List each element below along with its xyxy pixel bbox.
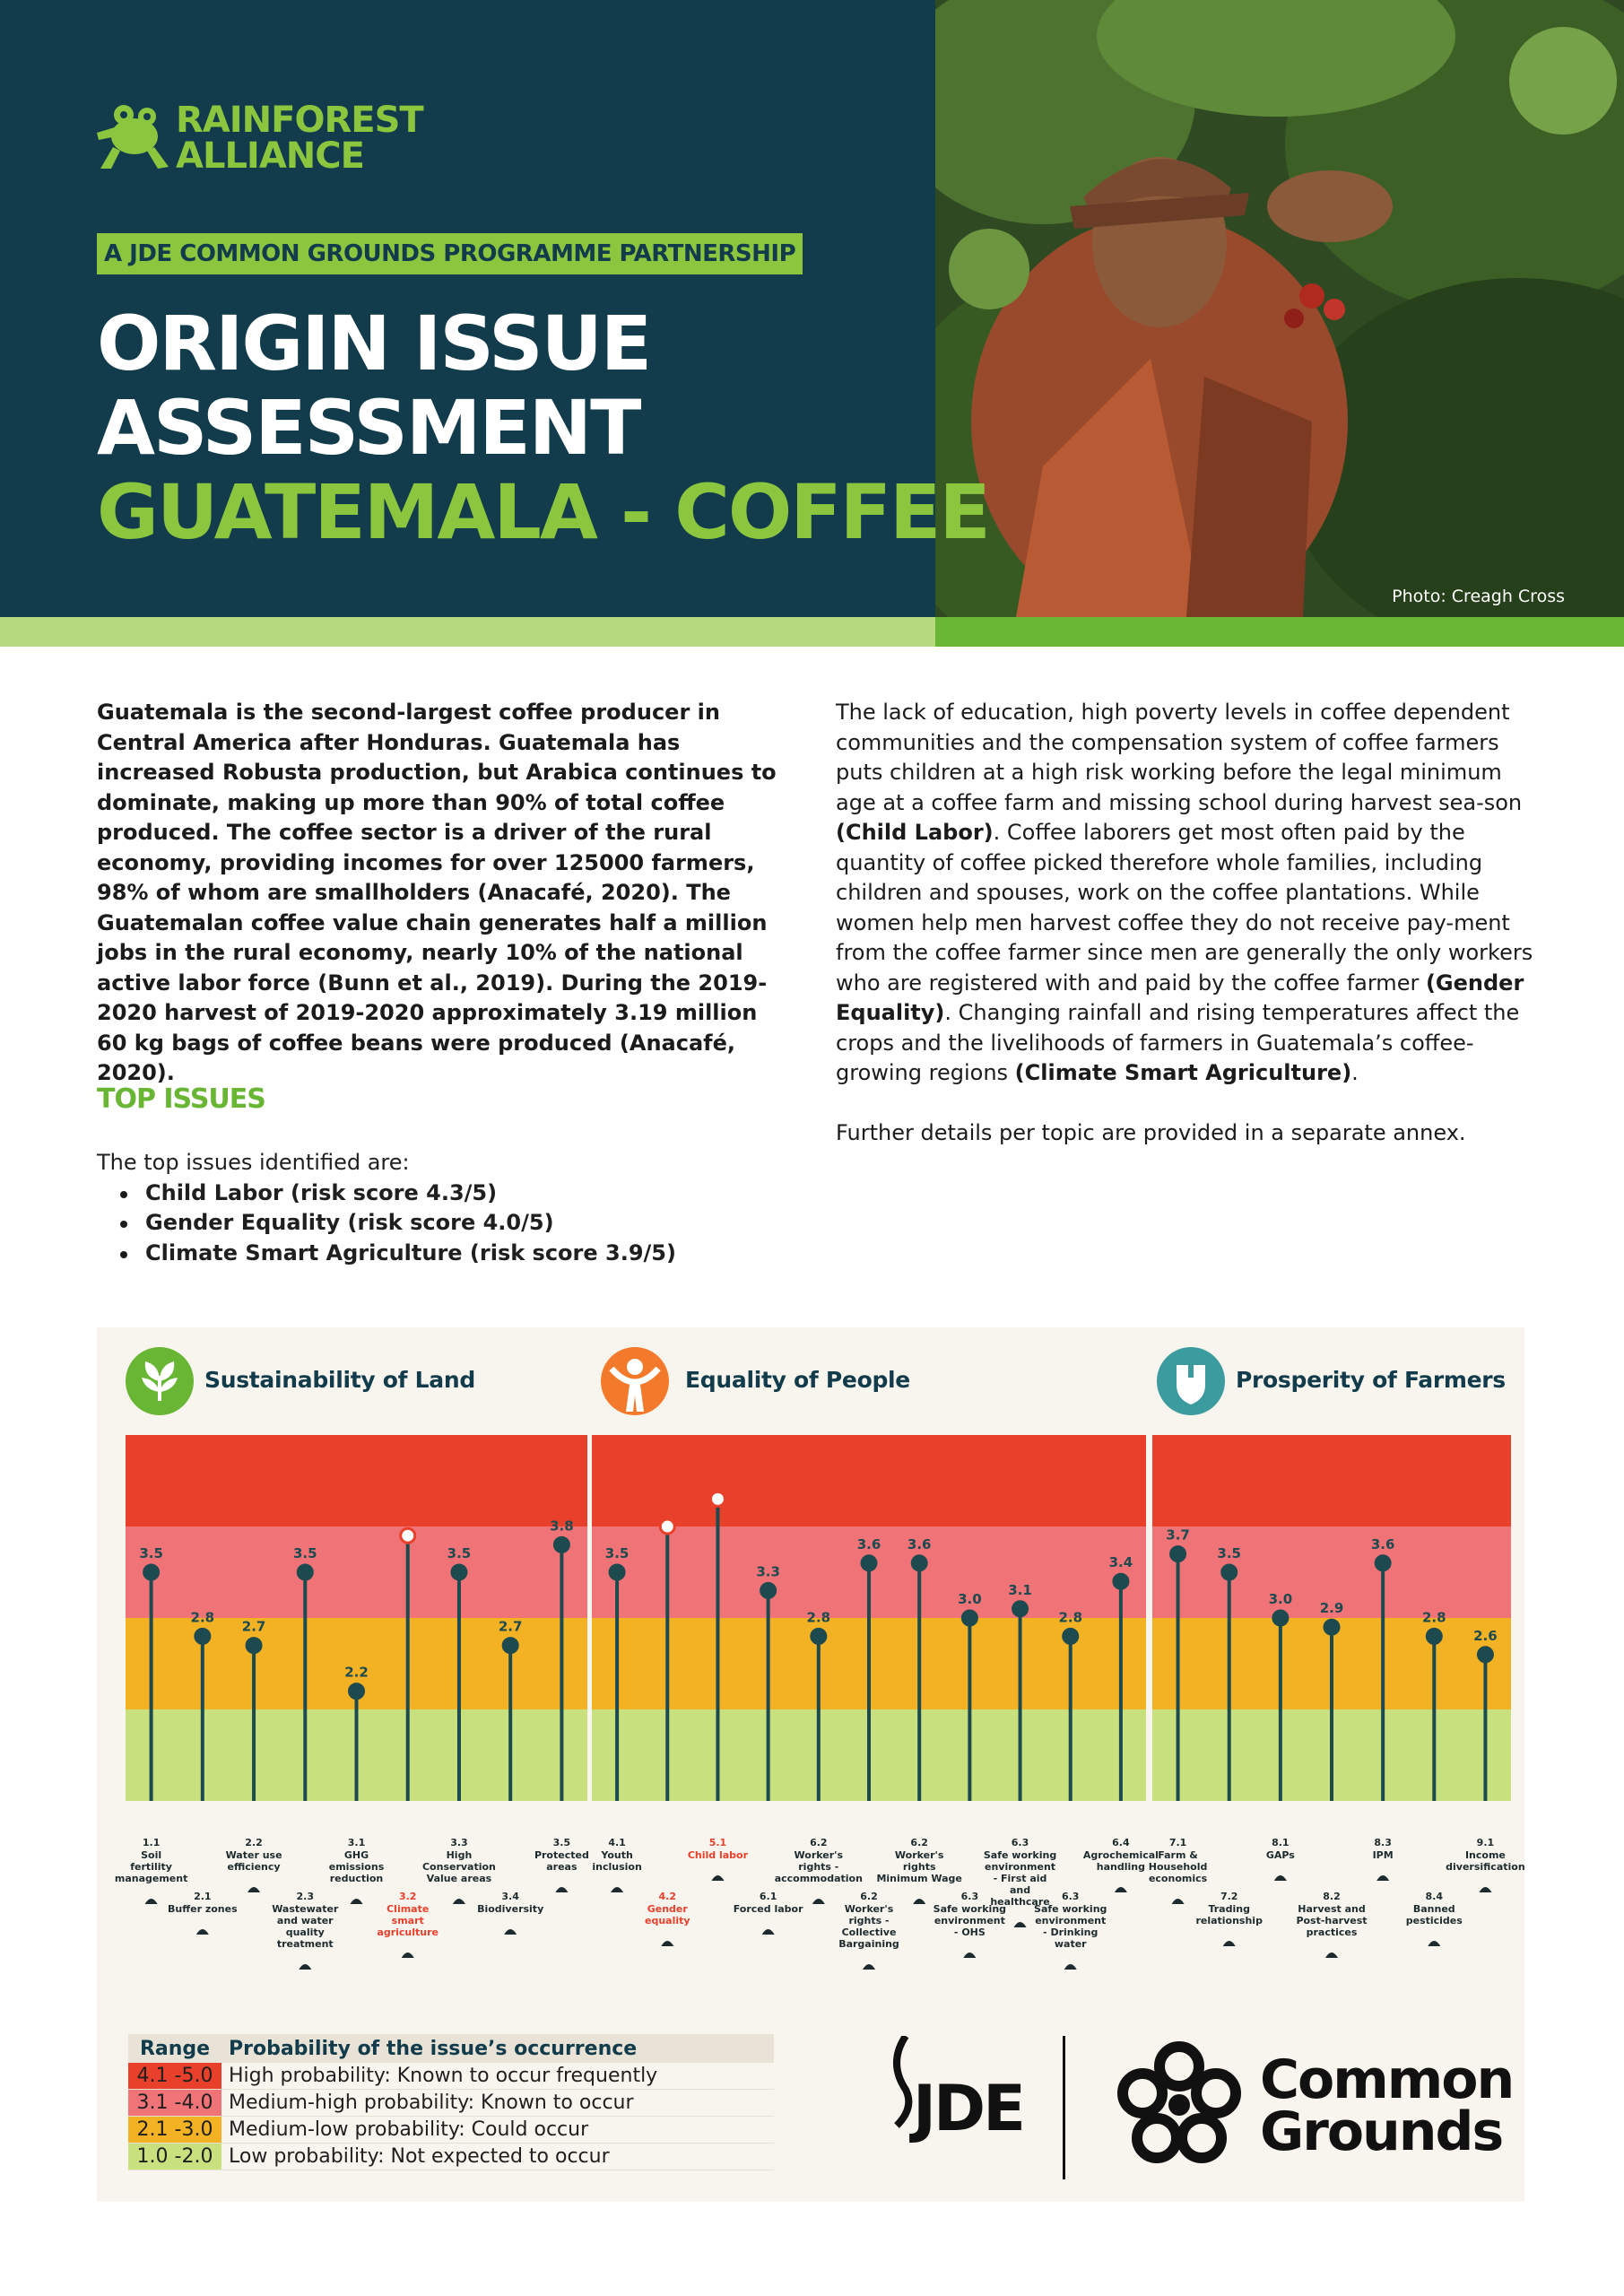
item-label: Banned — [1412, 1903, 1455, 1915]
item-label: Value areas — [426, 1873, 492, 1884]
item-code: 1.1 — [142, 1837, 161, 1848]
item-label: Worker's — [844, 1903, 894, 1915]
logo-divider — [1063, 2036, 1065, 2179]
partner-logos — [879, 2027, 1524, 2188]
item-label: Protected — [534, 1849, 589, 1861]
risk-legend — [128, 2034, 774, 2170]
item-label: Trading — [1208, 1903, 1250, 1915]
risk-band — [126, 1526, 587, 1618]
value-label: 3.9 — [395, 1509, 421, 1526]
title-line-1: ORIGIN ISSUE — [97, 300, 651, 387]
coffee-bean-icon — [1014, 1922, 1027, 1927]
value-label: 3.0 — [958, 1591, 982, 1607]
value-label: 3.6 — [907, 1535, 932, 1552]
lollipop-point — [350, 1684, 364, 1699]
item-label: rights — [902, 1861, 936, 1873]
item-code: 3.5 — [552, 1837, 571, 1848]
lollipop-point — [761, 1583, 776, 1597]
legend-range: 2.1 -3.0 — [128, 2117, 221, 2143]
lollipop-point — [1171, 1547, 1185, 1561]
item-label: Gender — [647, 1903, 688, 1915]
risk-band — [126, 1435, 587, 1526]
lollipop-point — [1324, 1620, 1339, 1634]
item-label: Safe working — [983, 1849, 1057, 1861]
legend-row — [128, 2063, 774, 2090]
lollipop-point — [912, 1556, 926, 1570]
item-label: Conservation — [421, 1861, 496, 1873]
value-label: 2.7 — [241, 1618, 266, 1635]
coffee-bean-icon — [196, 1929, 209, 1935]
legend-range: 4.1 -5.0 — [128, 2063, 221, 2089]
item-label: and — [1009, 1884, 1031, 1896]
value-label: 2.8 — [1421, 1609, 1446, 1626]
lollipop-point — [610, 1565, 624, 1579]
item-label: Household — [1148, 1861, 1208, 1873]
item-label: GHG — [343, 1849, 369, 1861]
item-label: GAPs — [1265, 1849, 1295, 1861]
item-label: Wastewater — [272, 1903, 339, 1915]
lollipop-point — [1222, 1565, 1237, 1579]
value-label: 4.3 — [706, 1472, 730, 1489]
value-label: 3.6 — [1370, 1535, 1395, 1552]
coffee-bean-icon — [611, 1887, 623, 1892]
intro-paragraph: Guatemala is the second-largest coffee producer in Central America after Honduras. Guatemala has increased Robusta production, but Arabica continues to dominate, making up more than 90% of total coffee produced. The coffee sector is a driver of the rural economy, providing incomes for over 125000 farmers, 98% of whom are smallholders (Anacafé, 2020). The Guatemalan coffee value chain generates half a million jobs in the rural economy, nearly 10% of the national active labor force (Bunn et al., 2019). During the 2019-2020 harvest of 2019-2020 approximately 3.19 million 60 kg bags of coffee beans were produced (Anacafé, 2020). — [97, 700, 777, 1085]
cg-line-2: Grounds — [1260, 2100, 1503, 2163]
section-title-farmers: Prosperity of Farmers — [1236, 1367, 1506, 1393]
item-label: Worker's — [894, 1849, 944, 1861]
item-label: and water — [276, 1915, 334, 1926]
value-label: 3.5 — [292, 1545, 317, 1561]
item-code: 6.3 — [960, 1891, 979, 1902]
coffee-bean-icon — [913, 1899, 925, 1904]
value-label: 3.5 — [447, 1545, 472, 1561]
item-code: 6.2 — [810, 1837, 828, 1848]
item-label: rights - — [798, 1861, 839, 1873]
item-label: environment — [985, 1861, 1056, 1873]
item-label: - Drinking — [1043, 1926, 1099, 1938]
value-label: 3.7 — [1166, 1526, 1190, 1544]
legend-header — [128, 2034, 774, 2063]
title-line-2: ASSESSMENT — [97, 384, 640, 472]
item-code: 4.1 — [608, 1837, 626, 1848]
value-label: 3.0 — [1268, 1591, 1293, 1607]
coffee-bean-icon — [299, 1964, 311, 1970]
lollipop-point — [812, 1629, 826, 1643]
value-label: 2.6 — [1473, 1627, 1498, 1644]
coffee-bean-icon — [351, 1899, 363, 1904]
legend-range: 1.0 -2.0 — [128, 2144, 221, 2170]
lollipop-point — [1478, 1648, 1492, 1662]
legend-row — [128, 2117, 774, 2144]
programme-kicker: A JDE COMMON GROUNDS PROGRAMME PARTNERSHIP — [97, 233, 803, 274]
item-label: water — [1054, 1938, 1087, 1950]
coffee-bean-icon — [963, 1952, 976, 1958]
item-code: 7.2 — [1220, 1891, 1238, 1902]
item-label: emissions — [328, 1861, 385, 1873]
value-label: 3.5 — [1217, 1545, 1242, 1561]
top-issues-lead: The top issues identified are: — [97, 1150, 410, 1175]
value-label: 3.3 — [756, 1563, 780, 1580]
value-label: 3.5 — [139, 1545, 163, 1561]
item-code: 3.1 — [347, 1837, 366, 1848]
lollipop-point — [1064, 1629, 1078, 1643]
item-code: 8.1 — [1272, 1837, 1290, 1848]
item-code: 2.2 — [245, 1837, 263, 1848]
item-label: IPM — [1372, 1849, 1394, 1861]
legend-header-range: Range — [139, 2037, 211, 2060]
item-label: Water use — [225, 1849, 282, 1861]
coffee-bean-icon — [661, 1941, 673, 1946]
legend-desc: Low probability: Not expected to occur — [229, 2145, 610, 2168]
item-code: 6.3 — [1061, 1891, 1080, 1902]
coffee-bean-icon — [453, 1899, 465, 1904]
item-code: 9.1 — [1476, 1837, 1495, 1848]
item-label: Income — [1464, 1849, 1506, 1861]
item-label: areas — [546, 1861, 578, 1873]
lollipop-point — [503, 1639, 517, 1653]
legend-desc: Medium-low probability: Could occur — [229, 2118, 589, 2141]
value-label: 2.8 — [1058, 1609, 1083, 1626]
legend-row — [128, 2090, 774, 2117]
item-label: efficiency — [227, 1861, 281, 1873]
list-item: Child Labor (risk score 4.3/5) — [115, 1178, 778, 1209]
coffee-bean-icon — [145, 1899, 158, 1904]
item-code: 3.4 — [501, 1891, 519, 1902]
lollipop-point — [554, 1537, 569, 1552]
coffee-bean-icon — [1376, 1875, 1389, 1881]
section-title-land: Sustainability of Land — [204, 1367, 475, 1393]
item-label: environment — [934, 1915, 1005, 1926]
item-label: Climate — [386, 1903, 430, 1915]
item-label: High — [446, 1849, 473, 1861]
item-label: Biodiversity — [477, 1903, 544, 1915]
item-label: Safe working — [1034, 1903, 1107, 1915]
lollipop-point — [1427, 1629, 1441, 1643]
item-label: rights - — [848, 1915, 890, 1926]
item-label: practices — [1306, 1926, 1358, 1938]
list-item: Gender Equality (risk score 4.0/5) — [115, 1208, 778, 1239]
lollipop-point — [144, 1565, 159, 1579]
lollipop-point — [452, 1565, 466, 1579]
item-label: Child labor — [687, 1849, 749, 1861]
list-item: Climate Smart Agriculture (risk score 3.9/5) — [115, 1239, 778, 1269]
item-label: Agrochemical — [1082, 1849, 1159, 1861]
lollipop-point — [710, 1492, 725, 1506]
legend-desc: High probability: Known to occur frequently — [229, 2065, 658, 2087]
item-code: 6.3 — [1011, 1837, 1029, 1848]
coffee-bean-icon — [1172, 1899, 1185, 1904]
legend-row — [128, 2144, 774, 2170]
photo-credit: Photo: Creagh Cross — [1392, 587, 1565, 606]
item-label: relationship — [1195, 1915, 1263, 1926]
coffee-bean-icon — [1064, 1964, 1077, 1970]
value-label: 2.8 — [806, 1609, 831, 1626]
annex-note: Further details per topic are provided in a separate annex. — [836, 1120, 1466, 1145]
item-label: Soil — [141, 1849, 162, 1861]
coffee-bean-icon — [711, 1875, 724, 1881]
cg-line-1: Common — [1260, 2048, 1514, 2111]
item-code: 8.4 — [1425, 1891, 1444, 1902]
coffee-bean-icon — [812, 1899, 825, 1904]
logo-line-2: ALLIANCE — [176, 135, 364, 177]
item-label: - OHS — [953, 1926, 986, 1938]
value-label: 2.9 — [1319, 1600, 1344, 1617]
value-label: 2.7 — [498, 1618, 523, 1635]
value-label: 4.0 — [655, 1500, 680, 1516]
item-label: economics — [1148, 1873, 1208, 1884]
title-line-3: GUATEMALA - COFFEE — [97, 468, 989, 556]
item-code: 6.2 — [860, 1891, 878, 1902]
item-code: 2.1 — [194, 1891, 212, 1902]
item-label: Minimum Wage — [876, 1873, 962, 1884]
legend-header-desc: Probability of the issue’s occurrence — [229, 2037, 638, 2060]
item-label: Post-harvest — [1296, 1915, 1368, 1926]
item-label: quality — [285, 1926, 325, 1938]
item-code: 6.1 — [759, 1891, 777, 1902]
value-label: 3.6 — [856, 1535, 881, 1552]
coffee-bean-icon — [1479, 1887, 1491, 1892]
coffee-bean-icon — [248, 1887, 260, 1892]
item-label: Bargaining — [838, 1938, 899, 1950]
coffee-bean-icon — [1428, 1941, 1440, 1946]
item-label: Buffer zones — [168, 1903, 238, 1915]
value-label: 3.8 — [550, 1518, 574, 1535]
item-label: equality — [644, 1915, 690, 1926]
lollipop-point — [1013, 1602, 1028, 1616]
value-label: 2.2 — [344, 1664, 369, 1681]
value-label: 2.8 — [190, 1609, 215, 1626]
item-label: environment — [1035, 1915, 1107, 1926]
item-label: fertility — [130, 1861, 172, 1873]
value-label: 3.4 — [1108, 1554, 1133, 1571]
item-label: Farm & — [1158, 1849, 1198, 1861]
coffee-bean-icon — [863, 1964, 875, 1970]
item-code: 6.2 — [910, 1837, 928, 1848]
item-code: 4.2 — [658, 1891, 677, 1902]
item-label: Youth — [601, 1849, 633, 1861]
item-code: 2.3 — [296, 1891, 315, 1902]
item-code: 3.2 — [398, 1891, 417, 1902]
value-label: 3.5 — [604, 1545, 630, 1561]
coffee-bean-icon — [555, 1887, 568, 1892]
item-code: 8.2 — [1323, 1891, 1341, 1902]
item-label: smart — [391, 1915, 424, 1926]
item-label: Worker's — [794, 1849, 844, 1861]
legend-range: 3.1 -4.0 — [128, 2090, 221, 2116]
coffee-bean-icon — [1274, 1875, 1287, 1881]
coffee-bean-icon — [1223, 1941, 1236, 1946]
jde-logo: JDE — [913, 2072, 1023, 2145]
lollipop-point — [1114, 1574, 1128, 1588]
item-label: healthcare — [990, 1896, 1050, 1908]
lollipop-point — [1376, 1556, 1390, 1570]
item-label: Safe working — [933, 1903, 1007, 1915]
lollipop-point — [298, 1565, 312, 1579]
item-code: 5.1 — [708, 1837, 727, 1848]
coffee-bean-icon — [504, 1929, 517, 1935]
item-label: Collective — [841, 1926, 897, 1938]
value-label: 3.1 — [1008, 1581, 1032, 1598]
coffee-bean-icon — [762, 1929, 775, 1935]
lollipop-point — [962, 1611, 977, 1625]
lollipop-point — [1273, 1611, 1288, 1625]
item-label: accommodation — [774, 1873, 863, 1884]
coffee-bean-icon — [402, 1952, 414, 1958]
lollipop-point — [247, 1639, 261, 1653]
context-paragraph: The lack of education, high poverty levels in coffee dependent communities and the compensation system of coffee farmers puts children at a high risk working before the legal minimum age at a coffee farm and missing school during harvest sea-son (Child Labor). Coffee laborers get most often paid by the quantity of coffee picked therefore whole families, including children and spouses, work on the coffee plantations. While women help men harvest coffee they do not receive pay-ment from the coffee farmer since men are generally the only workers who are registered with and paid by the coffee farmer (Gender Equality). Changing rainfall and rising temperatures affect the crops and the livelihoods of farmers in Guatemala’s coffee-growing regions (Climate Smart Agriculture). — [836, 700, 1533, 1085]
item-label: - First aid — [993, 1873, 1047, 1884]
item-code: 3.3 — [450, 1837, 468, 1848]
legend-desc: Medium-high probability: Known to occur — [229, 2092, 634, 2114]
coffee-bean-icon — [1325, 1952, 1338, 1958]
common-grounds-logo — [1260, 2048, 1514, 2163]
risk-band — [1152, 1435, 1511, 1526]
item-label: handling — [1096, 1861, 1146, 1873]
coffee-bean-icon — [1115, 1887, 1127, 1892]
item-label: agriculture — [377, 1926, 439, 1938]
item-label: Harvest and — [1298, 1903, 1366, 1915]
item-label: management — [114, 1873, 188, 1884]
item-code: 8.3 — [1374, 1837, 1392, 1848]
lollipop-point — [401, 1528, 415, 1543]
lollipop-point — [660, 1519, 674, 1534]
item-code: 6.4 — [1112, 1837, 1130, 1848]
top-issues-heading: TOP ISSUES — [97, 1083, 265, 1115]
item-label: treatment — [276, 1938, 334, 1950]
lollipop-point — [862, 1556, 876, 1570]
lollipop-point — [195, 1629, 210, 1643]
logo-line-1: RAINFOREST — [176, 100, 423, 141]
item-label: diversification — [1446, 1861, 1525, 1873]
item-code: 7.1 — [1168, 1837, 1187, 1848]
item-label: reduction — [329, 1873, 384, 1884]
item-label: Forced labor — [733, 1903, 803, 1915]
item-label: inclusion — [592, 1861, 642, 1873]
common-grounds-flower-icon — [1112, 2038, 1246, 2172]
item-label: pesticides — [1405, 1915, 1463, 1926]
section-title-people: Equality of People — [685, 1367, 910, 1393]
